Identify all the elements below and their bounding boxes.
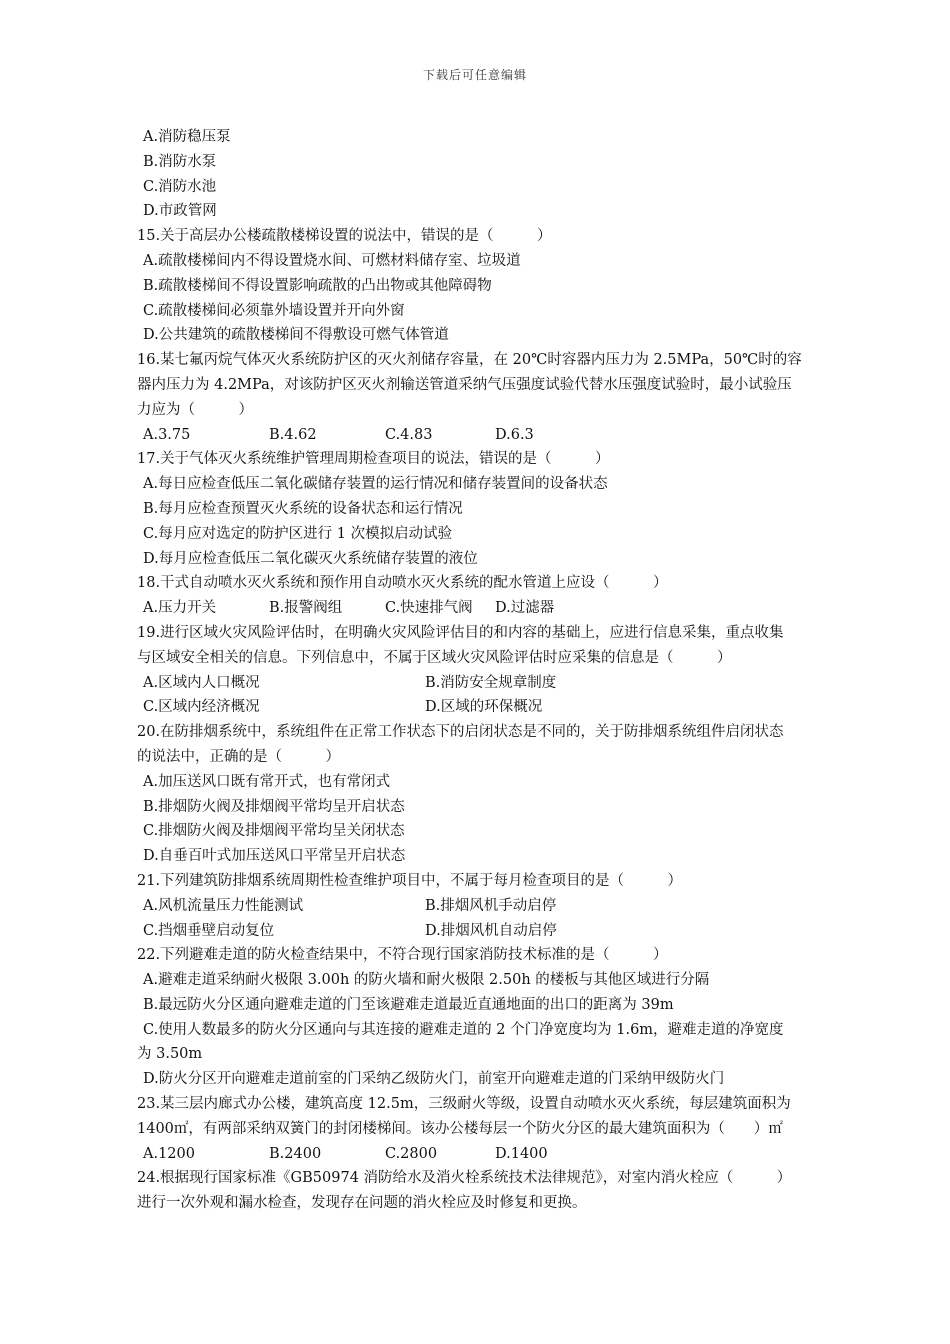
q18-stem: 18.干式自动喷水灭火系统和预作用自动喷水灭火系统的配水管道上应设（ ） [137,575,668,592]
q15-option-d: D.公共建筑的疏散楼梯间不得敷设可燃气体管道 [143,327,449,344]
q15-stem: 15.关于高层办公楼疏散楼梯设置的说法中，错误的是（ ） [137,228,552,245]
q21-option-a: A.风机流量压力性能测试 [143,897,304,914]
q21-stem: 21.下列建筑防排烟系统周期性检查维护项目中，不属于每月检查项目的是（ ） [137,872,683,889]
q23-stem-line-2: 1400㎡，有两部采纳双簧门的封闭楼梯间。该办公楼每层一个防火分区的最大建筑面积为（ ）㎡ [137,1120,783,1137]
q20-option-c: C.排烟防火阀及排烟阀平常均呈关闭状态 [143,823,405,840]
q23-options [137,1142,887,1167]
q19-option-b: B.消防安全规章制度 [425,674,557,691]
q19-option-a: A.区域内人口概况 [143,674,260,691]
q22-option-c: C.使用人数最多的防火分区通向与其连接的避难走道的 2 个门净宽度均为 1.6m，避难走道的净宽度 [143,1021,784,1038]
q21-options-row-1 [137,894,887,919]
q23-option-d: D.1400 [495,1145,548,1162]
q16-stem-line-3: 力应为（ ） [137,401,253,418]
q21-option-d: D.排烟风机自动启停 [425,922,557,939]
q18-options [137,596,887,621]
q23-option-a: A.1200 [143,1145,195,1162]
q14-option-c: C.消防水池 [143,178,217,195]
q18-option-a: A.压力开关 [143,600,217,617]
q22-option-d: D.防火分区开向避难走道前室的门采纳乙级防火门，前室开向避难走道的门采纳甲级防火门 [143,1071,725,1088]
q16-option-c: C.4.83 [385,426,433,443]
q20-option-b: B.排烟防火阀及排烟阀平常均呈开启状态 [143,798,405,815]
q17-option-a: A.每日应检查低压二氧化碳储存装置的运行情况和储存装置间的设备状态 [143,476,608,493]
q17-option-b: B.每月应检查预置灭火系统的设备状态和运行情况 [143,500,463,517]
q19-option-c: C.区域内经济概况 [143,699,260,716]
q19-options-row-2 [137,695,887,720]
q24-stem-line-1: 24.根据现行国家标准《GB50974 消防给水及消火栓系统技术法律规范》，对室内消火栓应（ ） [137,1170,792,1187]
q14-option-b: B.消防水泵 [143,153,217,170]
q18-option-d: D.过滤器 [495,600,555,617]
q14-option-a: A.消防稳压泵 [143,129,231,145]
q19-stem-line-2: 与区域安全相关的信息。下列信息中，不属于区域火灾风险评估时应采集的信息是（ ） [137,649,732,666]
q16-stem-line-1: 16.某七氟丙烷气体灭火系统防护区的灭火剂储存容量，在 20℃时容器内压力为 2.5MPa，50℃时的容 [137,352,802,369]
q19-option-d: D.区域的环保概况 [425,699,543,716]
q19-stem-line-1: 19.进行区域火灾风险评估时，在明确火灾风险评估目的和内容的基础上，应进行信息采集，重点收集 [137,624,784,641]
q17-option-c: C.每月应对选定的防护区进行 1 次模拟启动试验 [143,525,453,542]
q16-option-a: A.3.75 [143,426,191,443]
q24-stem-line-2: 进行一次外观和漏水检查，发现存在问题的消火栓应及时修复和更换。 [137,1195,587,1212]
q19-options-row-1 [137,671,887,696]
q17-stem: 17.关于气体灭火系统维护管理周期检查项目的说法，错误的是（ ） [137,451,610,468]
q14-option-d: D.市政管网 [143,203,217,220]
q15-option-a: A.疏散楼梯间内不得设置烧水间、可燃材料储存室、垃圾道 [143,252,521,269]
q20-option-d: D.自垂百叶式加压送风口平常呈开启状态 [143,848,406,865]
q15-option-c: C.疏散楼梯间必须靠外墙设置并开向外窗 [143,302,405,319]
document-body [137,125,887,1216]
q22-option-c-continued: 为 3.50m [137,1046,203,1063]
q16-stem-line-2: 器内压力为 4.2MPa，对该防护区灭火剂输送管道采纳气压强度试验代替水压强度试验时，最小试验压 [137,376,792,393]
q18-option-c: C.快速排气阀 [385,600,473,617]
q16-option-b: B.4.62 [269,426,317,443]
q22-option-b: B.最远防火分区通向避难走道的门至该避难走道最近直通地面的出口的距离为 39m [143,996,674,1013]
q22-stem: 22.下列避难走道的防火检查结果中，不符合现行国家消防技术标准的是（ ） [137,947,668,964]
q21-option-b: B.排烟风机手动启停 [425,897,557,914]
q20-stem-line-1: 20.在防排烟系统中，系统组件在正常工作状态下的启闭状态是不同的，关于防排烟系统组件启闭状态 [137,724,784,741]
page-header: 下载后可任意编辑 [422,68,527,82]
q15-option-b: B.疏散楼梯间不得设置影响疏散的凸出物或其他障碍物 [143,277,492,294]
q17-option-d: D.每月应检查低压二氧化碳灭火系统储存装置的液位 [143,550,478,567]
q16-options [137,423,887,448]
q22-option-a: A.避难走道采纳耐火极限 3.00h 的防火墙和耐火极限 2.50h 的楼板与其他区域进行分隔 [143,972,710,989]
q23-stem-line-1: 23.某三层内廊式办公楼，建筑高度 12.5m，三级耐火等级，设置自动喷水灭火系统，每层建筑面积为 [137,1096,791,1113]
q23-option-b: B.2400 [269,1145,322,1162]
q21-options-row-2 [137,919,887,944]
q16-option-d: D.6.3 [495,426,534,443]
q21-option-c: C.挡烟垂壁启动复位 [143,922,275,939]
q20-stem-line-2: 的说法中，正确的是（ ） [137,748,340,765]
q23-option-c: C.2800 [385,1145,438,1162]
q20-option-a: A.加压送风口既有常开式，也有常闭式 [143,773,391,790]
q18-option-b: B.报警阀组 [269,600,343,617]
